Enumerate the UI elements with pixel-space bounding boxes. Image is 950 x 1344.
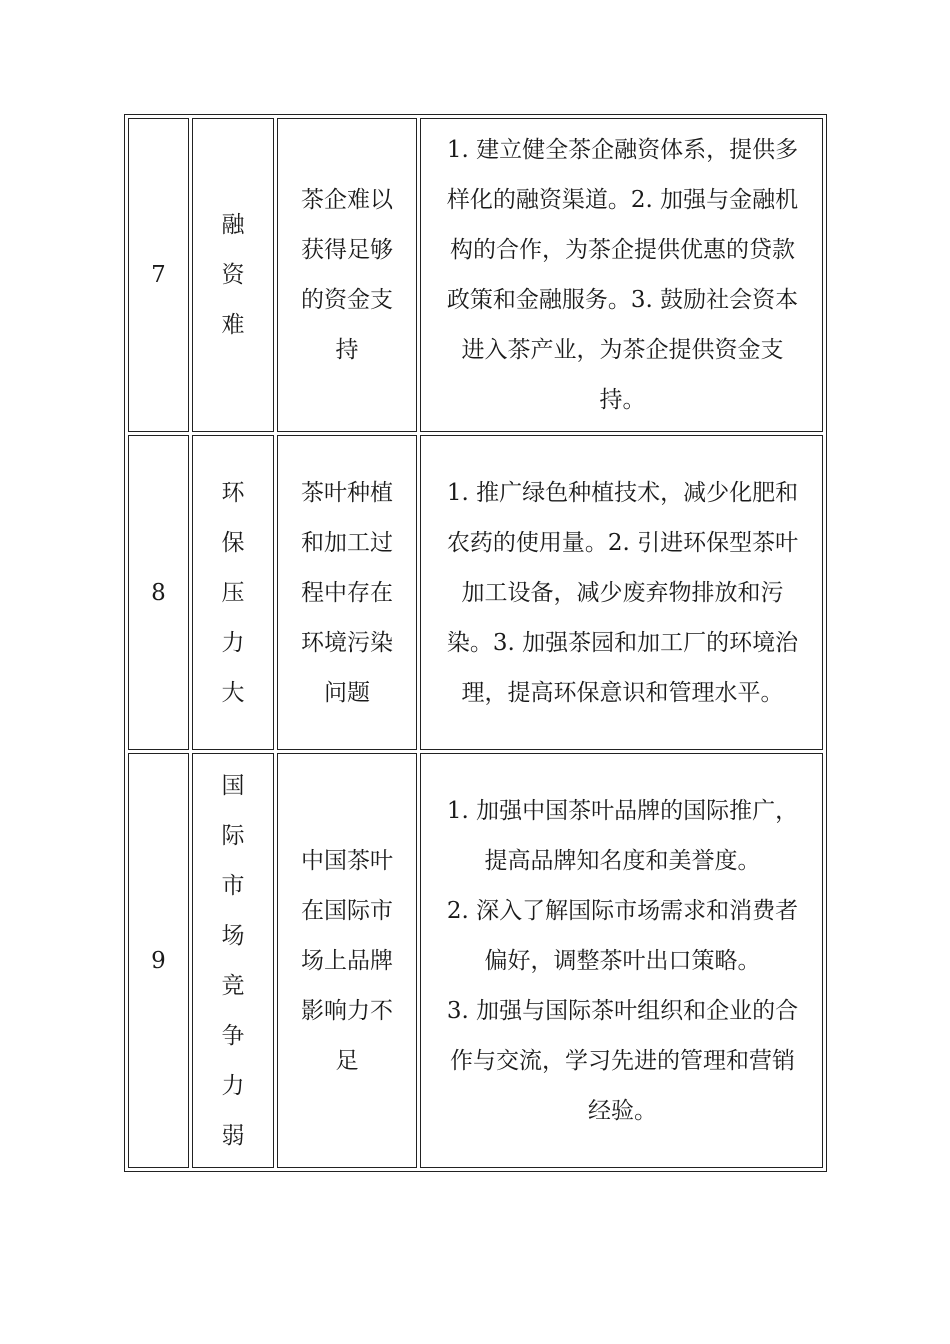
row-number-cell [128, 435, 189, 750]
measures-text [421, 125, 822, 425]
measure-line: 1. 推广绿色种植技术，减少化肥和农药的使用量。2. 引进环保型茶叶加工设备，减少废弃物排放和污染。3. 加强茶园和加工厂的环境治理，提高环保意识和管理水平。 [446, 479, 799, 706]
measure-line: 1. 加强中国茶叶品牌的国际推广，提高品牌知名度和美誉度。 [446, 797, 799, 874]
row-number: 8 [151, 579, 166, 606]
problem-description-cell [277, 118, 417, 432]
table-row [128, 118, 823, 432]
measures-cell [420, 753, 823, 1168]
issues-table [124, 114, 827, 1172]
problem-title: 环保压力大 [221, 479, 245, 706]
row-number-cell [128, 118, 189, 432]
problem-title-cell [192, 435, 274, 750]
problem-description-cell [277, 753, 417, 1168]
measure-line: 1. 建立健全茶企融资体系，提供多样化的融资渠道。2. 加强与金融机构的合作，为茶企提供优惠的贷款政策和金融服务。3. 鼓励社会资本进入茶产业，为茶企提供资金支持。 [446, 137, 799, 413]
problem-title: 融资难 [221, 212, 245, 338]
measures-cell [420, 118, 823, 432]
measure-line: 2. 深入了解国际市场需求和消费者偏好，调整茶叶出口策略。 [446, 897, 799, 974]
problem-title-cell [192, 118, 274, 432]
problem-description: 茶叶种植和加工过程中存在环境污染问题 [301, 479, 393, 706]
measures-text [421, 468, 822, 718]
row-number: 9 [151, 947, 166, 974]
problem-description: 中国茶叶在国际市场上品牌影响力不足 [301, 847, 393, 1074]
problem-title-cell [192, 753, 274, 1168]
problem-description: 茶企难以获得足够的资金支持 [301, 187, 393, 363]
table-row [128, 753, 823, 1168]
measures-text [421, 786, 822, 1136]
table-row [128, 435, 823, 750]
measures-cell [420, 435, 823, 750]
row-number-cell [128, 753, 189, 1168]
problem-description-cell [277, 435, 417, 750]
measure-line: 3. 加强与国际茶叶组织和企业的合作与交流，学习先进的管理和营销经验。 [446, 997, 799, 1124]
problem-title: 国际市场竞争力弱 [221, 772, 245, 1149]
row-number: 7 [151, 262, 166, 288]
